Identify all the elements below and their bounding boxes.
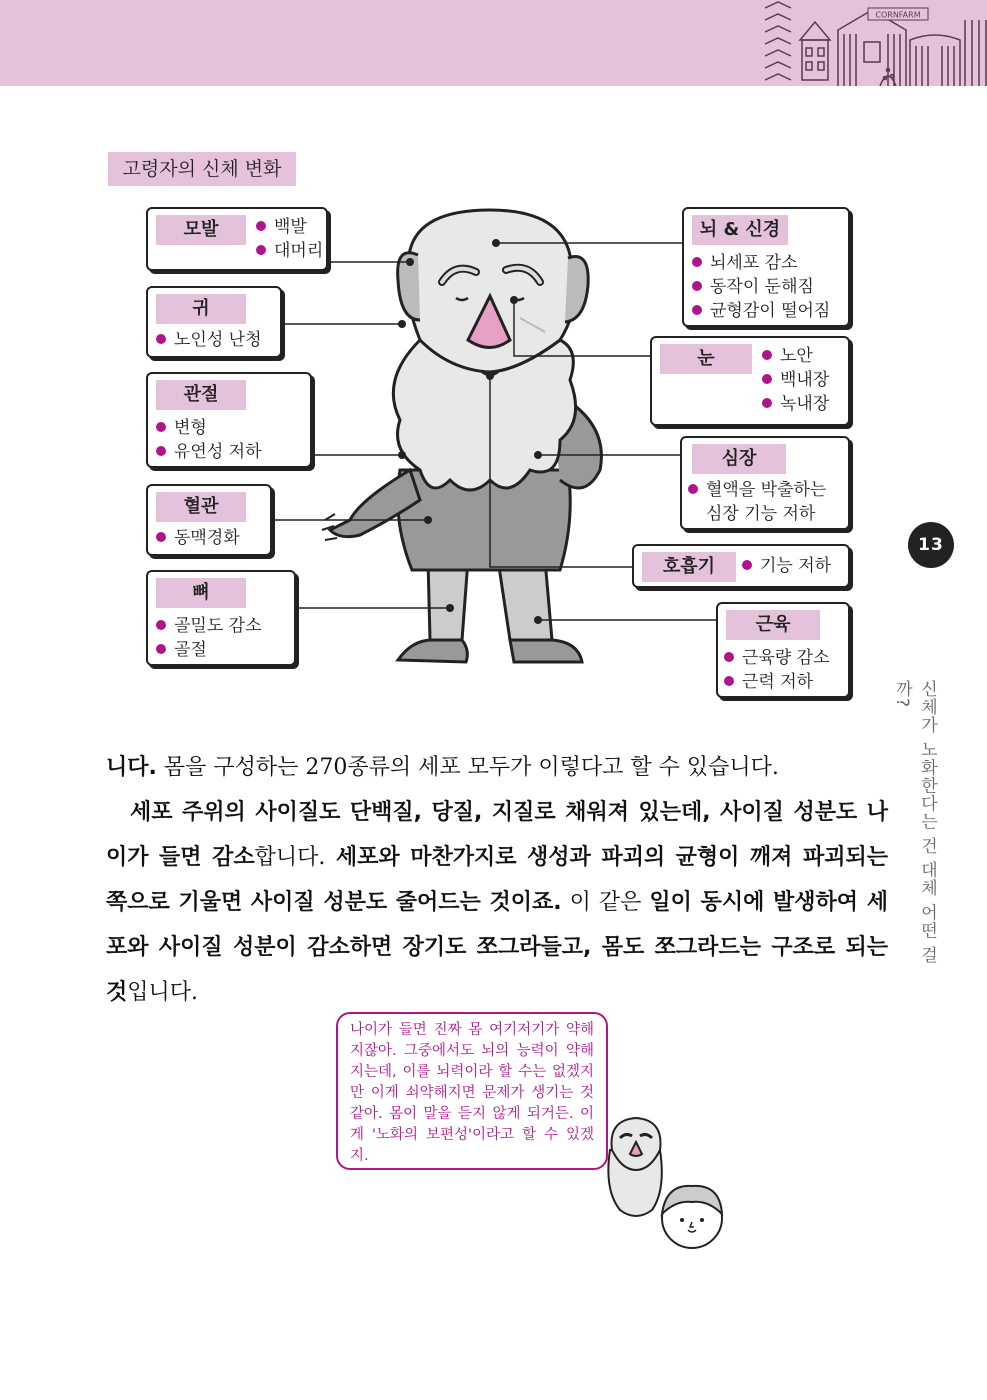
figure-title: 고령자의 신체 변화 <box>108 152 296 186</box>
bone-item-2: 골절 <box>156 638 207 662</box>
heart-box <box>680 436 850 530</box>
hair-item-2: 대머리 <box>256 239 323 263</box>
bullet-icon <box>156 644 166 654</box>
speech-bubble-text: 나이가 들면 진짜 몸 여기저기가 약해지잖아. 그중에서도 뇌의 능력이 약해지는데, 이를 뇌력이라 할 수는 없겠지만 이게 쇠약해지면 문제가 생기는 것 같아. 몸이 말을 듣지 않게 되거든. 이게 '노화의 보편성'이라고 할 수 있겠지. <box>350 1022 594 1164</box>
bullet-icon <box>156 334 166 344</box>
joint-box <box>146 372 312 468</box>
heart-title: 심장 <box>692 444 786 474</box>
bone-box <box>146 570 296 666</box>
bullet-icon <box>692 257 702 267</box>
hair-title: 모발 <box>156 215 246 245</box>
bone-item-1: 골밀도 감소 <box>156 614 262 638</box>
muscle-title: 근육 <box>726 610 820 640</box>
bullet-icon <box>762 350 772 360</box>
bullet-icon <box>256 221 266 231</box>
body-paragraph-2: 세포 주위의 사이질도 단백질, 당질, 지질로 채워져 있는데, 사이질 성분도 나이가 들면 감소합니다. 세포와 마찬가지로 생성과 파괴의 균형이 깨져 파괴되는 쪽으로 기울면 사이질 성분도 줄어드는 것이죠. 이 같은 일이 동시에 발생하여 세포와 사이질 성분이 감소하면 장기도 쪼그라들고, 몸도 쪼그라드는 구조로 되는 것입니다. <box>106 800 888 1005</box>
respiratory-title: 호흡기 <box>642 552 736 582</box>
body-paragraph-1: 니다. 몸을 구성하는 270종류의 세포 모두가 이렇다고 할 수 있습니다. <box>106 755 779 780</box>
ear-title: 귀 <box>156 294 246 324</box>
bullet-icon <box>256 245 266 255</box>
vessel-title: 혈관 <box>156 492 246 522</box>
page-number: 13 <box>908 522 954 568</box>
muscle-item-2: 근력 저하 <box>724 670 813 694</box>
muscle-item-1: 근육량 감소 <box>724 646 830 670</box>
characters-illustration <box>596 1110 736 1260</box>
bone-title: 뼈 <box>156 578 246 608</box>
eye-title: 눈 <box>660 344 752 374</box>
hair-box <box>146 207 328 271</box>
joint-item-1: 변형 <box>156 416 207 440</box>
eye-item-2: 백내장 <box>762 368 829 392</box>
heart-item-1: 혈액을 박출하는 <box>688 478 826 502</box>
brain-item-2: 동작이 둔해짐 <box>692 275 814 299</box>
joint-item-2: 유연성 저하 <box>156 440 262 464</box>
brain-item-3: 균형감이 떨어짐 <box>692 299 830 323</box>
bullet-icon <box>724 676 734 686</box>
respiratory-box <box>632 544 850 588</box>
respiratory-item-1: 기능 저하 <box>742 554 831 578</box>
header-logo-text: CORNFARM <box>875 10 921 20</box>
hair-item-1: 백발 <box>256 215 307 239</box>
brain-nerve-title: 뇌 & 신경 <box>692 215 788 245</box>
muscle-box <box>716 602 850 698</box>
joint-title: 관절 <box>156 380 246 410</box>
bullet-icon <box>742 560 752 570</box>
eye-item-3: 녹내장 <box>762 392 829 416</box>
bullet-icon <box>692 305 702 315</box>
eye-box <box>650 336 850 426</box>
vessel-item-1: 동맥경화 <box>156 526 240 550</box>
speech-bubble <box>336 1012 608 1170</box>
bullet-icon <box>156 446 166 456</box>
brain-nerve-box <box>682 207 850 327</box>
ear-item-1: 노인성 난청 <box>156 328 262 352</box>
bullet-icon <box>692 281 702 291</box>
bullet-icon <box>156 422 166 432</box>
bullet-icon <box>762 374 772 384</box>
bullet-icon <box>156 532 166 542</box>
ear-box <box>146 286 282 358</box>
side-chapter-title: 신체가 노화한다는 건 대체 어떤 걸까? <box>892 680 937 965</box>
bullet-icon <box>724 652 734 662</box>
eye-item-1: 노안 <box>762 344 813 368</box>
bullet-icon <box>156 620 166 630</box>
brain-item-1: 뇌세포 감소 <box>692 251 798 275</box>
vessel-box <box>146 484 272 556</box>
bullet-icon <box>762 398 772 408</box>
heart-item-2: 심장 기능 저하 <box>706 504 816 524</box>
bullet-icon <box>688 484 698 494</box>
